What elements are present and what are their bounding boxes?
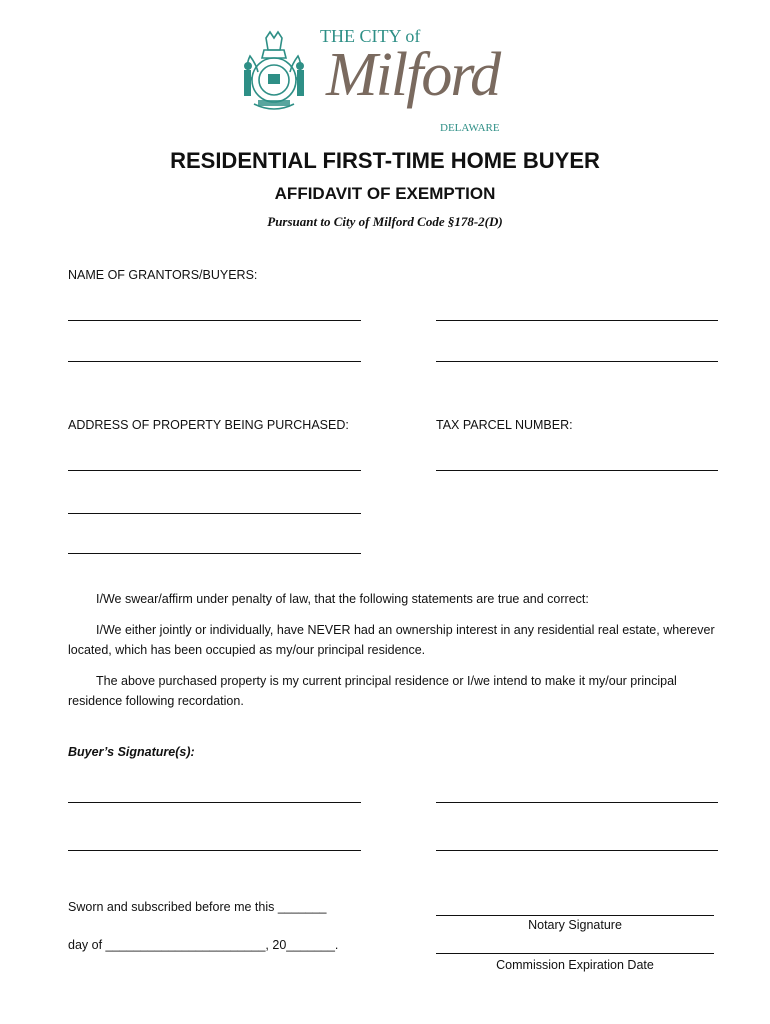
buyer-signature-line-1[interactable] (68, 802, 361, 803)
page-subtitle: AFFIDAVIT OF EXEMPTION (274, 184, 496, 203)
commission-date-line[interactable] (436, 953, 714, 954)
state-seal-icon (234, 28, 324, 118)
address-line-1[interactable] (68, 470, 361, 471)
statement-paragraph-1: I/We either jointly or individually, have NEVER had an ownership interest in any residential real estate, wherever located, which has been occupied as my/our principal residence. (68, 623, 715, 657)
grantor-line-3[interactable] (68, 361, 361, 362)
grantor-line-2[interactable] (436, 320, 718, 321)
city-logo (230, 22, 540, 140)
statement-paragraph-2: The above purchased property is my current principal residence or I/we intend to make it my/our principal residence following recordation. (68, 674, 677, 708)
buyer-signature-line-2[interactable] (436, 802, 718, 803)
tax-parcel-label: TAX PARCEL NUMBER: (436, 418, 573, 432)
notary-signature-label: Notary Signature (528, 918, 622, 932)
buyers-signature-label: Buyer’s Signature(s): (68, 745, 195, 759)
pursuant-line: Pursuant to City of Milford Code §178-2(D) (267, 214, 503, 229)
statement-intro: I/We swear/affirm under penalty of law, that the following statements are true and correct: (96, 592, 589, 606)
logo-line3: DELAWARE (440, 122, 500, 134)
address-line-3[interactable] (68, 553, 361, 554)
tax-parcel-line[interactable] (436, 470, 718, 471)
grantor-line-4[interactable] (436, 361, 718, 362)
buyer-signature-line-4[interactable] (436, 850, 718, 851)
logo-line1: THE CITY of (320, 26, 421, 46)
grantors-label: NAME OF GRANTORS/BUYERS: (68, 268, 258, 282)
commission-expiration-label: Commission Expiration Date (496, 958, 654, 972)
address-line-2[interactable] (68, 513, 361, 514)
logo-line2: Milford (326, 41, 500, 109)
buyer-signature-line-3[interactable] (68, 850, 361, 851)
grantor-line-1[interactable] (68, 320, 361, 321)
day-text: day of _______________________, 20_______. (68, 938, 339, 952)
notary-signature-line[interactable] (436, 915, 714, 916)
address-label: ADDRESS OF PROPERTY BEING PURCHASED: (68, 418, 349, 432)
page-title: RESIDENTIAL FIRST-TIME HOME BUYER (170, 148, 600, 173)
sworn-text: Sworn and subscribed before me this _______ (68, 900, 327, 914)
